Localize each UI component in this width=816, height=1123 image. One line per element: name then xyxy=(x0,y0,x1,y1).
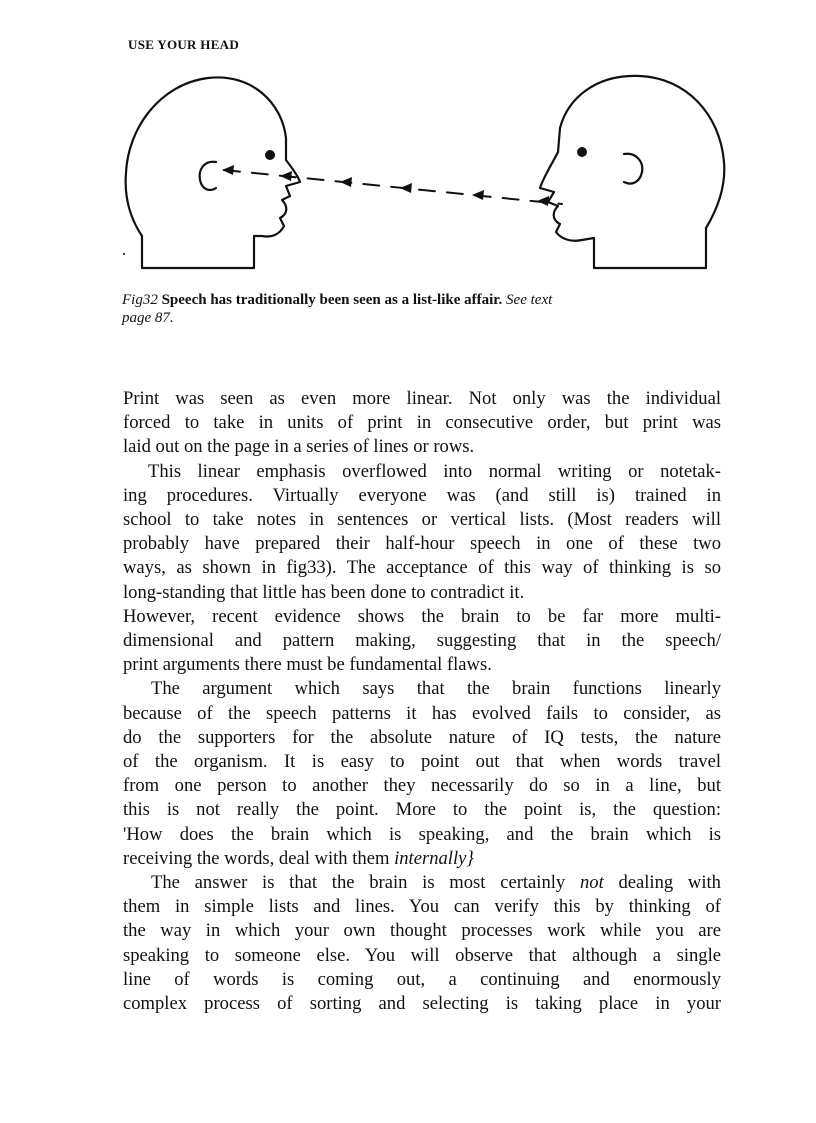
caption-page-ref: page 87. xyxy=(122,310,174,326)
text-line: forced to take in units of print in consecutive order, but print was xyxy=(123,412,721,434)
right-eye xyxy=(577,147,587,157)
arrowhead-3 xyxy=(340,177,352,187)
text-line: of the organism. It is easy to point out that when words travel xyxy=(123,751,721,773)
text-line: The argument which says that the brain functions linearly xyxy=(151,678,721,700)
text-fragment: The answer is that the brain is most certainly xyxy=(151,872,580,894)
text-fragment-italic: not xyxy=(579,872,604,894)
arrowhead-4 xyxy=(400,183,412,193)
text-line: long-standing that little has been done to contradict it. xyxy=(123,581,525,603)
text-line: the way in which your own thought processes work while you are xyxy=(123,920,721,942)
text-line: school to take notes in sentences or vertical lists. (Most readers will xyxy=(123,509,721,531)
text-line xyxy=(123,847,721,871)
text-line: dimensional and pattern making, suggesting that in the speech/ xyxy=(123,630,721,652)
speech-dashed-line xyxy=(224,170,562,204)
text-line xyxy=(123,871,721,895)
arrowhead-1 xyxy=(222,165,234,175)
text-fragment-italic: internally} xyxy=(394,847,474,869)
arrowhead-2 xyxy=(280,171,292,181)
text-line: ing procedures. Virtually everyone was (and still is) trained in xyxy=(123,484,721,506)
left-head-outline xyxy=(126,77,300,268)
text-line: complex process of sorting and selecting is taking place in your xyxy=(123,993,721,1015)
text-line: this is not really the point. More to the point is, the question: xyxy=(123,799,721,821)
text-line: print arguments there must be fundamental flaws. xyxy=(123,654,492,676)
figure-speech-heads xyxy=(112,68,732,270)
arrowhead-6 xyxy=(537,196,549,206)
text-line: do the supporters for the absolute nature of IQ tests, the nature xyxy=(123,726,721,748)
figure-caption xyxy=(122,291,682,327)
text-line: probably have prepared their half-hour speech in one of these two xyxy=(123,533,721,555)
text-line: ways, as shown in fig33). The acceptance of this way of thinking is so xyxy=(123,557,721,579)
text-line: from one person to another they necessarily do so in a line, but xyxy=(123,775,721,797)
right-head-outline xyxy=(540,76,724,268)
right-ear xyxy=(624,154,642,184)
caption-bold: Speech has traditionally been seen as a list-like affair. xyxy=(161,292,503,308)
text-line: This linear emphasis overflowed into normal writing or notetak- xyxy=(148,460,721,482)
caption-italic-tail: See text xyxy=(506,292,553,308)
text-line: However, recent evidence shows the brain to be far more multi- xyxy=(123,605,721,627)
running-head: USE YOUR HEAD xyxy=(128,37,240,52)
speck xyxy=(123,253,125,255)
arrowhead-5 xyxy=(472,190,484,200)
left-ear xyxy=(200,162,216,190)
left-eye xyxy=(265,150,275,160)
text-fragment: dealing with xyxy=(603,872,721,894)
text-line: Print was seen as even more linear. Not only was the individual xyxy=(123,388,721,409)
text-fragment: receiving the words, deal with them xyxy=(123,847,395,869)
text-line: because of the speech patterns it has evolved fails to consider, as xyxy=(123,702,721,724)
text-line: them in simple lists and lines. You can verify this by thinking of xyxy=(123,896,721,918)
text-line: speaking to someone else. You will observe that although a single xyxy=(123,944,721,966)
text-line: laid out on the page in a series of lines or rows. xyxy=(123,436,475,458)
text-line: 'How does the brain which is speaking, and the brain which is xyxy=(123,823,721,845)
body-text xyxy=(123,387,721,1016)
text-line: line of words is coming out, a continuing and enormously xyxy=(123,968,721,990)
caption-label: Fig32 xyxy=(122,292,158,308)
